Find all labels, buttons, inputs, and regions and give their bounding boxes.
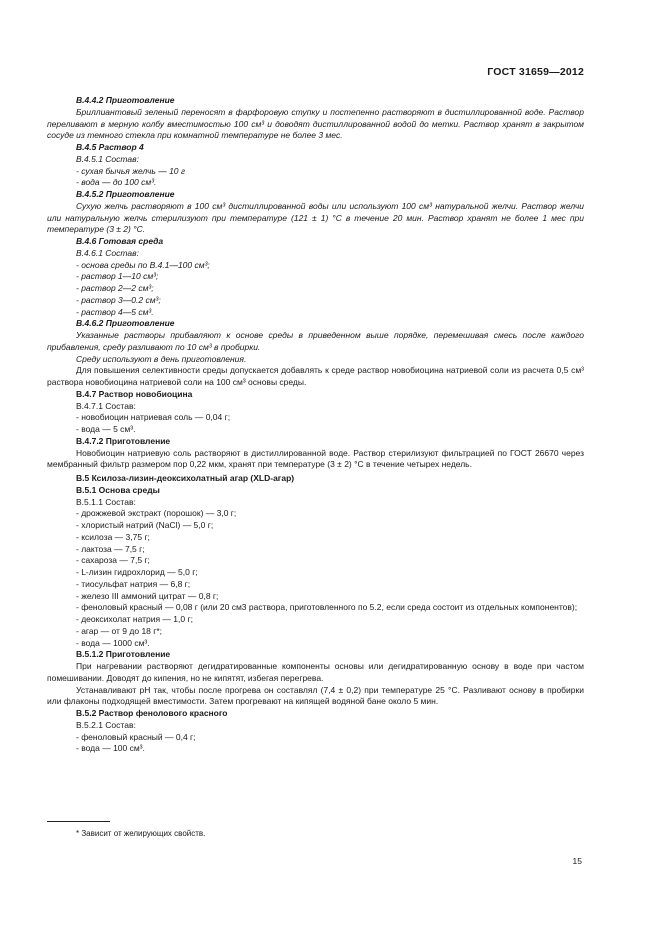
paragraph: Среду используют в день приготовления. [76,353,247,364]
list-item: - лактоза — 7,5 г; [76,543,145,554]
list-item: - агар — от 9 до 18 г*; [76,625,163,636]
list-item: - раствор 2—2 см³; [76,283,154,293]
list-item: - раствор 1—10 см³; [76,271,159,282]
section-heading: B.4.5.2 Приготовление [76,189,175,199]
list-item: - хлористый натрий (NaCl) — 5,0 г; [76,520,214,530]
list-item: - вода — 1000 см³. [76,637,150,648]
section-heading: B.4.5 Раствор 4 [76,142,144,152]
list-item: - деоксихолат натрия — 1,0 г; [76,614,193,624]
section-heading: B.4.6.2 Приготовление [76,318,175,329]
list-item: - ксилоза — 3,75 г; [76,531,150,542]
paragraph: B.5.2.1 Состав: [76,719,136,730]
list-item: - основа среды по В.4.1—100 см³; [76,259,210,270]
paragraph: B.4.5.1 Состав: [76,153,139,164]
list-item: - железо III аммоний цитрат — 0,8 г; [76,590,219,601]
paragraph: Указанные растворы прибавляют к основе среды в приведенном выше порядке, перемешивая смесь после каждого прибавления, среду разливают по 10 см³ в пробирки. [47,330,584,352]
section-heading: B.4.4.2 Приготовление [76,95,175,105]
list-item: - вода — до 100 см³. [76,177,157,188]
paragraph: Сухую желчь растворяют в 100 см³ дистиллированной воды или используют 100 см³ натуральной желчи. Раствор желчи или натуральную желчь стерилизуют при температуре (121 ± 1) °С в течение 20 мин. Раствор хранят не более 1 мес при температуре (3 ± 2) °С. [47,200,584,235]
list-item: - сухая бычья желчь — 10 г [76,165,186,176]
paragraph: Устанавливают pH так, чтобы после прогрева он составлял (7,4 ± 0,2) при температуре 25 °С. Разливают основу в пробирки или флаконы подходящей вместимости. Затем прогревают на кипящей водяной бане около 5 мин. [47,684,584,707]
list-item: - сахароза — 7,5 г; [76,555,150,566]
section-heading: B.5.1.2 Приготовление [76,649,171,660]
document-body [47,95,584,755]
paragraph: Новобиоцин натриевую соль растворяют в дистиллированной воде. Раствор стерилизуют фильтрацией по ГОСТ 26670 через мембранный фильтр размером пор 0,22 мкм, хранят при температуре (3 ± 2) °С в течение четырех недель. [47,447,584,470]
section-heading: B.5 Ксилоза-лизин-деоксихолатный агар (XLD-агар) [76,473,295,483]
paragraph: B.4.7.1 Состав: [76,400,136,411]
page-number: 15 [572,856,582,866]
list-item: - раствор 3—0.2 см³; [76,294,161,305]
paragraph: B.4.6.1 Состав: [76,247,139,258]
section-heading: B.4.7 Раствор новобиоцина [76,388,193,399]
list-item: - вода — 100 см³. [76,743,145,754]
section-heading: B.4.6 Готовая среда [76,236,164,246]
footnote-divider [47,821,110,822]
list-item: - новобиоцин натриевая соль — 0,04 г; [76,412,231,423]
section-heading: B.5.1 Основа среды [76,484,160,495]
section-heading: B.5.2 Раствор фенолового красного [76,708,228,718]
list-item: - вода — 5 см³. [76,424,136,434]
list-item: - феноловый красный — 0,4 г; [76,731,196,742]
standard-header: ГОСТ 31659—2012 [487,66,584,78]
footnote: * Зависит от желирующих свойств. [76,829,206,838]
paragraph: B.5.1.1 Состав: [76,496,136,507]
list-item: - дрожжевой экстракт (порошок) — 3,0 г; [76,508,237,519]
list-item: - L-лизин гидрохлорид — 5,0 г; [76,567,198,577]
section-heading: B.4.7.2 Приготовление [76,435,171,446]
paragraph: Для повышения селективности среды допускается добавлять к среде раствор новобиоцина натриевой соли из расчета 0,5 см³ раствора новобиоцина натриевой соли на 100 см³ основы среды. [47,365,584,387]
list-item: - тиосульфат натрия — 6,8 г; [76,578,191,589]
paragraph: Бриллиантовый зеленый переносят в фарфоровую ступку и постепенно растворяют в дистиллированной воде. Раствор переливают в мерную колбу вместимостью 100 см³ и доводят дистиллированной водой до метки. Раствор хранят в закрытом сосуде из темного стекла при комнатной температуре не более 3 мес. [47,106,584,141]
list-item: - раствор 4—5 см³. [76,306,154,317]
paragraph: - феноловый красный — 0,08 г (или 20 см3 раствора, приготовленного по 5.2, если среда состоит из отдельных компонентов); [76,602,578,613]
paragraph: При нагревании растворяют дегидратированные компоненты основы или дегидратированную основу в воде при частом помешивании. Доводят до кипения, но не кипятят, избегая перегрева. [47,661,584,683]
